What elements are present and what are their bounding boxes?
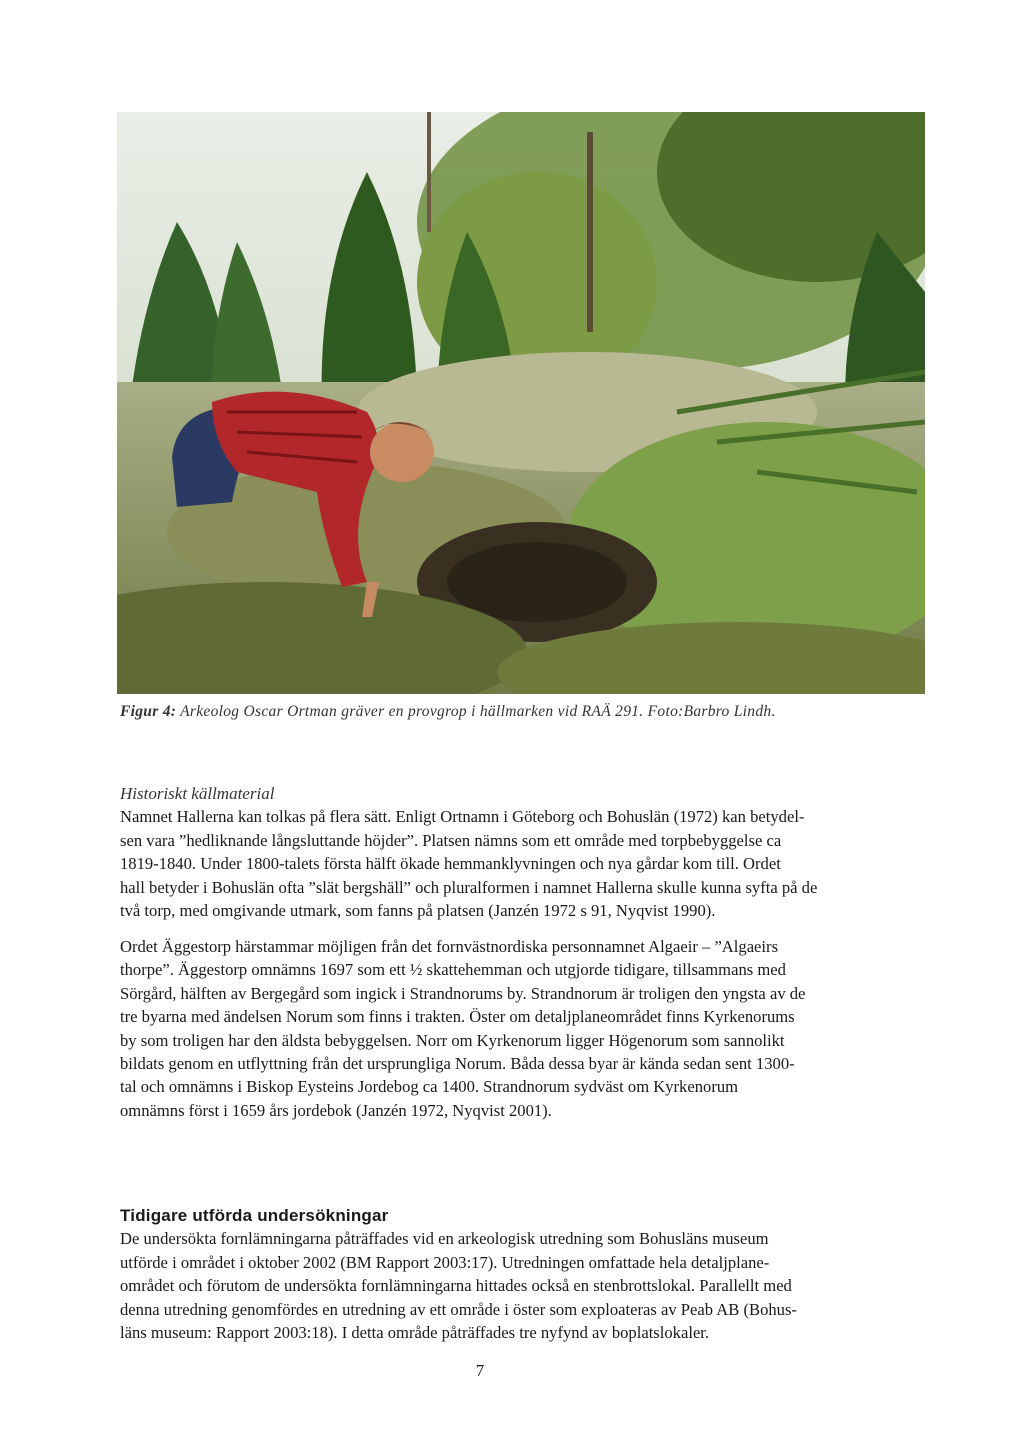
paragraph-line: området och förutom de undersökta fornlämningarna hittades också en stenbrottslokal. Parallellt med [120, 1276, 792, 1296]
paragraph-line: Namnet Hallerna kan tolkas på flera sätt. Enligt Ortnamn i Göteborg och Bohuslän (1972) kan betydel- [120, 807, 805, 827]
section-heading: Tidigare utförda undersökningar [120, 1206, 389, 1225]
section-tidigare [120, 1204, 920, 1344]
paragraph-line: två torp, med omgivande utmark, som fanns på platsen (Janzén 1972 s 91, Nyqvist 1990). [120, 901, 716, 921]
paragraph-line: utförde i området i oktober 2002 (BM Rapport 2003:17). Utredningen omfattade hela detaljplane- [120, 1252, 770, 1272]
paragraph-line: Sörgård, hälften av Bergegård som ingick i Strandnorums by. Strandnorum är troligen den yngsta av de [120, 983, 806, 1003]
section-heading: Historiskt källmaterial [120, 784, 275, 803]
figure-caption-lead: Figur 4: [120, 703, 177, 720]
section-historiskt [120, 782, 920, 922]
paragraph-line: De undersökta fornlämningarna påträffades vid en arkeologisk utredning som Bohusläns museum [120, 1229, 769, 1249]
section-historiskt-paragraph-2 [120, 935, 920, 1122]
page-number: 7 [475, 1361, 485, 1380]
paragraph-line: sen vara ”hedliknande långsluttande höjder”. Platsen nämns som ett område med torpbebyggelse ca [120, 830, 782, 850]
figure-caption-text: Arkeolog Oscar Ortman gräver en provgrop i hällmarken vid RAÄ 291. Foto:Barbro Lindh. [176, 703, 776, 720]
paragraph-line: tre byarna med ändelsen Norum som finns i trakten. Öster om detaljplaneområdet finns Kyrkenorums [120, 1007, 795, 1027]
paragraph-line: 1819-1840. Under 1800-talets första hälft ökade hemmanklyvningen och nya gårdar kom till. Ordet [120, 854, 781, 874]
paragraph-line: denna utredning genomfördes en utredning av ett område i öster som exploateras av Peab AB (Bohus- [120, 1299, 797, 1319]
paragraph-line: bildats genom en utflyttning från det ursprungliga Norum. Båda dessa byar är kända sedan sent 1300- [120, 1054, 795, 1074]
paragraph-line: läns museum: Rapport 2003:18). I detta område påträffades tre nyfynd av boplatslokaler. [120, 1323, 710, 1343]
paragraph-line: omnämns först i 1659 års jordebok (Janzén 1972, Nyqvist 2001). [120, 1100, 552, 1120]
paragraph-line: hall betyder i Bohuslän ofta ”slät bergshäll” och pluralformen i namnet Hallerna skulle kunna syfta på de [120, 877, 818, 897]
paragraph-line: Ordet Äggestorp härstammar möjligen från det fornvästnordiska personnamnet Algaeir – ”Algaeirs [120, 937, 779, 956]
figure-caption [120, 703, 940, 721]
paragraph-line: tal och omnämns i Biskop Eysteins Jordebog ca 1400. Strandnorum sydväst om Kyrkenorum [120, 1077, 739, 1097]
paragraph-line: thorpe”. Äggestorp omnämns 1697 som ett ½ skattehemman och utgjorde tidigare, tillsammans med [120, 960, 786, 980]
paragraph-line: by som troligen har den äldsta bebyggelsen. Norr om Kyrkenorum ligger Högenorum som sannolikt [120, 1030, 785, 1050]
figure-photo [117, 112, 925, 694]
